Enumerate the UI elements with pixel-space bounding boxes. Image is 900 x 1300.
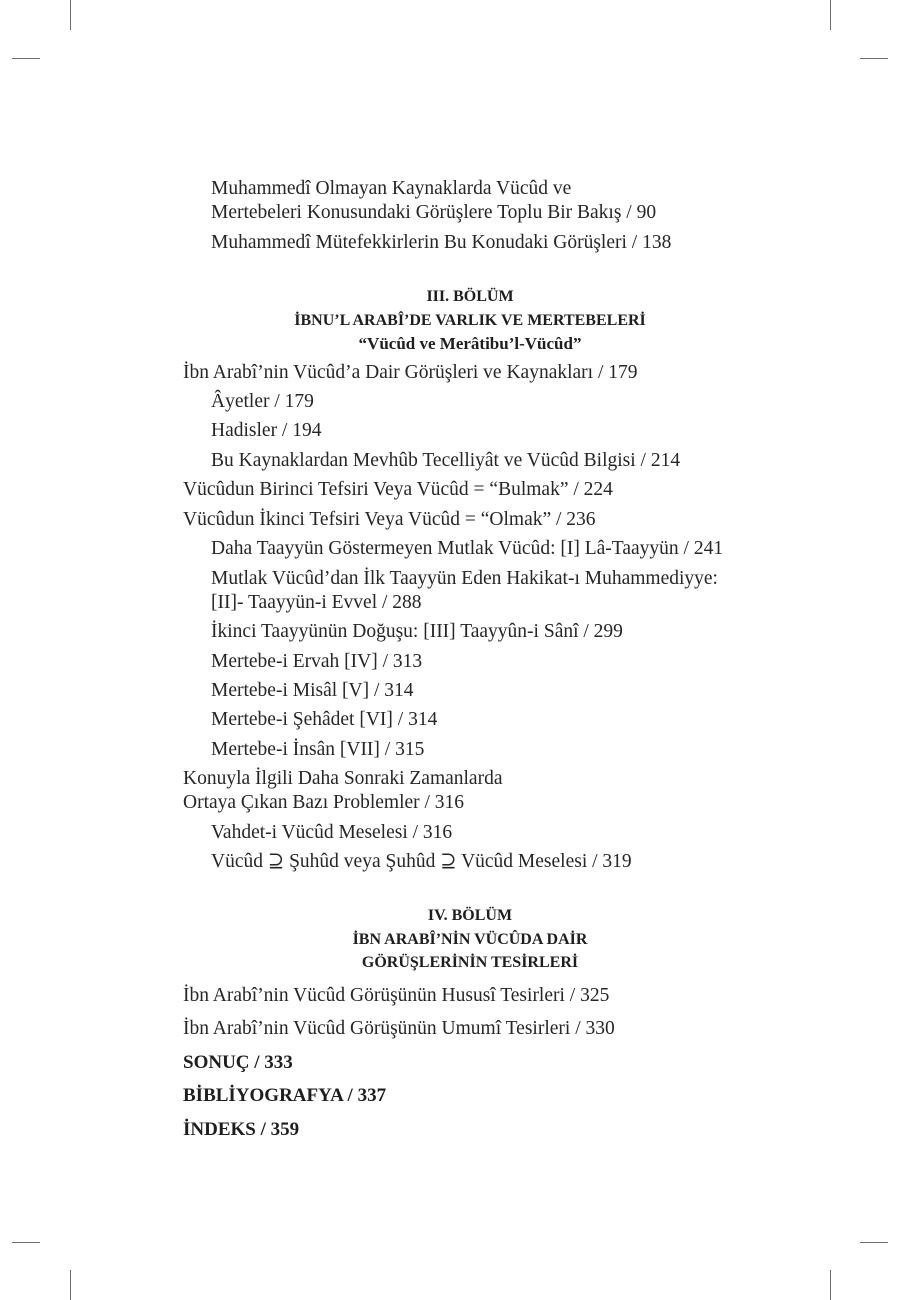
toc-entry-line: Muhammedî Olmayan Kaynaklarda Vücûd ve (211, 178, 572, 199)
toc-subentry (211, 537, 723, 561)
toc-entry (183, 984, 609, 1008)
toc-entry-line: Bu Kaynaklardan Mevhûb Tecelliyât ve Vücûd Bilgisi / 214 (211, 450, 681, 471)
toc-subentry (211, 738, 424, 762)
part-subtitle: “Vücûd ve Merâtibu’l-Vücûd” (358, 334, 582, 353)
back-matter-entry: SONUÇ / 333 (183, 1052, 293, 1073)
toc-entry (211, 177, 656, 225)
toc-entry-line: Konuyla İlgili Daha Sonraki Zamanlarda (183, 768, 503, 789)
toc-entry (183, 478, 613, 502)
toc-entry-line: İbn Arabî’nin Vücûd’a Dair Görüşleri ve Kaynakları / 179 (183, 362, 638, 383)
crop-mark (860, 58, 888, 59)
crop-mark (12, 1242, 40, 1243)
toc-entry-line: İbn Arabî’nin Vücûd Görüşünün Umumî Tesirleri / 330 (183, 1018, 615, 1039)
toc-subentry (211, 567, 718, 615)
crop-mark (860, 1242, 888, 1243)
toc-entry-line: Vücûdun İkinci Tefsiri Veya Vücûd = “Olmak” / 236 (183, 509, 596, 530)
toc-entry-line: Vahdet-i Vücûd Meselesi / 316 (211, 822, 453, 843)
part-title: İBN ARABÎ’NİN VÜCÛDA DAİR (352, 930, 588, 948)
back-matter-entry: İNDEKS / 359 (183, 1119, 300, 1140)
crop-mark (70, 1270, 71, 1300)
crop-mark (830, 1270, 831, 1300)
toc-subentry (211, 419, 321, 443)
toc-entry-line: Ortaya Çıkan Bazı Problemler / 316 (183, 792, 465, 813)
toc-entry-line: İbn Arabî’nin Vücûd Görüşünün Hususî Tesirleri / 325 (183, 985, 610, 1006)
crop-mark (12, 58, 40, 59)
toc-subentry (211, 650, 422, 674)
toc-entry-line: Daha Taayyün Göstermeyen Mutlak Vücûd: [I] Lâ-Taayyün / 241 (211, 538, 724, 559)
toc-entry-line: Mertebe-i Ervah [IV] / 313 (211, 651, 423, 672)
toc-entry-line: Mertebe-i Misâl [V] / 314 (211, 680, 414, 701)
toc-entry-line: Mutlak Vücûd’dan İlk Taayyün Eden Hakikat-ı Muhammediyye: (211, 568, 718, 589)
part-heading (170, 904, 770, 975)
toc-entry (183, 508, 596, 532)
back-matter-entry: BİBLİYOGRAFYA / 337 (183, 1085, 387, 1106)
toc-entry (183, 767, 502, 815)
part-title: İBNU’L ARABÎ’DE VARLIK VE MERTEBELERİ (294, 311, 646, 329)
toc-entry-line: Muhammedî Mütefekkirlerin Bu Konudaki Görüşleri / 138 (211, 232, 672, 253)
part-number: IV. BÖLÜM (427, 907, 513, 924)
crop-mark (70, 0, 71, 30)
part-title: GÖRÜŞLERİNİN TESİRLERİ (361, 954, 579, 971)
toc-subentry (211, 679, 414, 703)
part-heading (170, 285, 770, 356)
toc-subentry (211, 850, 632, 874)
toc-entry-line: Hadisler / 194 (211, 420, 322, 441)
crop-mark (830, 0, 831, 30)
toc-entry-line: Mertebe-i İnsân [VII] / 315 (211, 739, 425, 760)
toc-entry-line: Mertebe-i Şehâdet [VI] / 314 (211, 709, 438, 730)
toc-entry-line: Âyetler / 179 (211, 391, 314, 412)
toc-subentry (211, 390, 314, 414)
toc-entry-line: [II]- Taayyün-i Evvel / 288 (211, 592, 422, 613)
toc-entry-line: Vücûdun Birinci Tefsiri Veya Vücûd = “Bulmak” / 224 (183, 479, 613, 500)
toc-entry (183, 1017, 615, 1041)
toc-subentry (211, 620, 623, 644)
toc-subentry (211, 449, 680, 473)
toc-subentry (211, 821, 452, 845)
toc-subentry (211, 708, 437, 732)
toc-entry (183, 361, 638, 385)
toc-entry-line: İkinci Taayyünün Doğuşu: [III] Taayyûn-i Sânî / 299 (211, 621, 623, 642)
part-number: III. BÖLÜM (426, 288, 514, 305)
toc-entry-line: Mertebeleri Konusundaki Görüşlere Toplu Bir Bakış / 90 (211, 202, 657, 223)
toc-entry (211, 231, 671, 255)
toc-entry-line: Vücûd ⊇ Şuhûd veya Şuhûd ⊇ Vücûd Meselesi / 319 (211, 851, 632, 872)
